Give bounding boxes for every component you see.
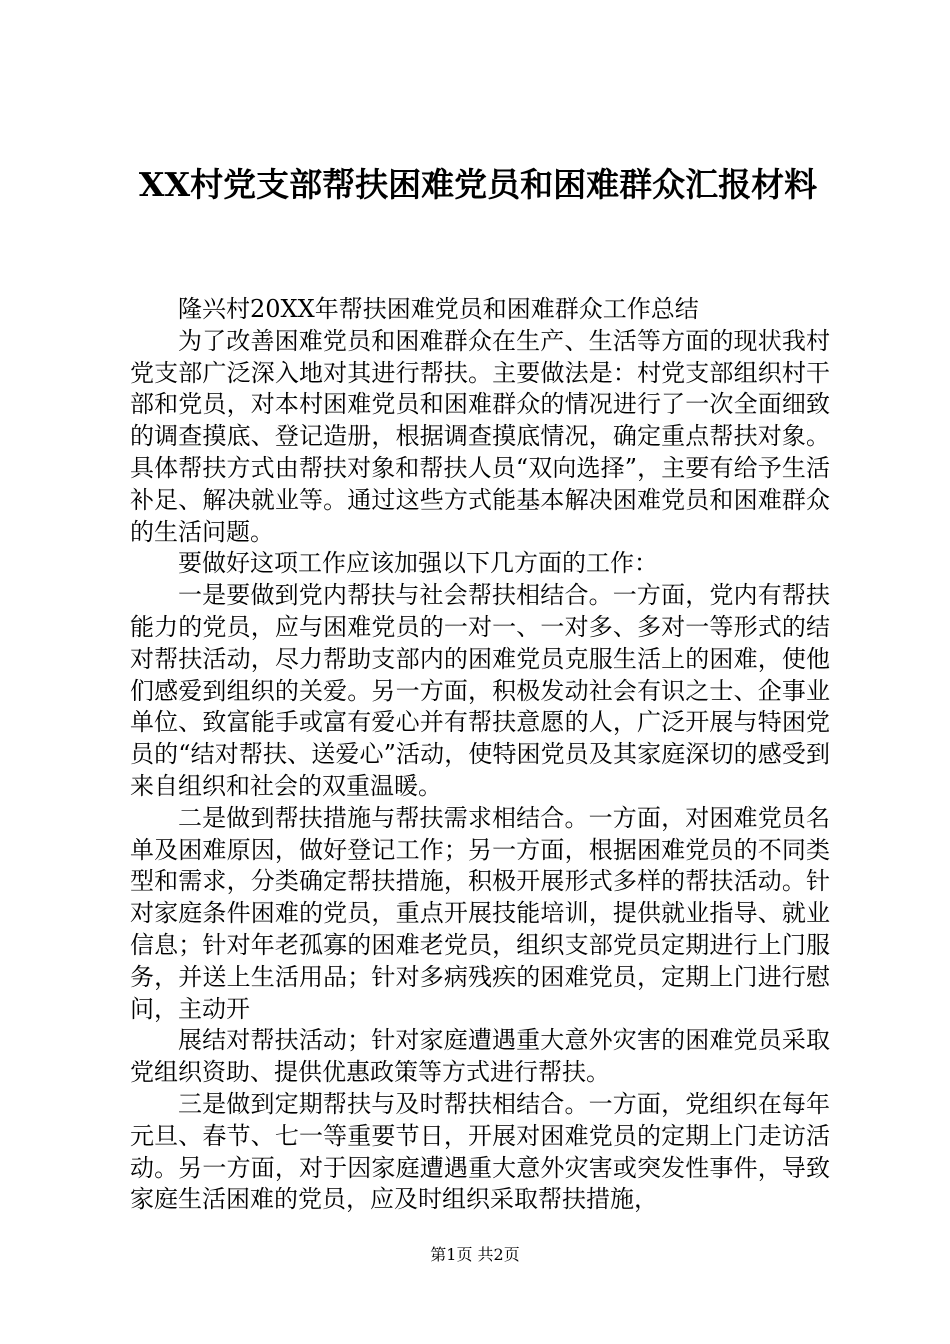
paragraph: 展结对帮扶活动；针对家庭遭遇重大意外灾害的困难党员采取党组织资助、提供优惠政策等方式进行帮扶。	[130, 1026, 830, 1087]
paragraph: 隆兴村20XX年帮扶困难党员和困难群众工作总结	[178, 295, 699, 323]
document-body	[130, 294, 830, 1216]
paragraph: 要做好这项工作应该加强以下几方面的工作：	[178, 549, 658, 578]
paragraph: 二是做到帮扶措施与帮扶需求相结合。一方面，对困难党员名单及困难原因，做好登记工作；另一方面，根据困难党员的不同类型和需求，分类确定帮扶措施，积极开展形式多样的帮扶活动。针对家庭条件困难的党员，重点开展技能培训，提供就业指导、就业信息；针对年老孤寡的困难老党员，组织支部党员定期进行上门服务，并送上生活用品；针对多病残疾的困难党员，定期上门进行慰问，主动开	[130, 803, 830, 1023]
document-title: XX村党支部帮扶困难党员和困难群众汇报材料	[138, 165, 818, 204]
paragraph: 三是做到定期帮扶与及时帮扶相结合。一方面，党组织在每年元旦、春节、七一等重要节日，开展对困难党员的定期上门走访活动。另一方面，对于因家庭遭遇重大意外灾害或突发性事件，导致家庭生活困难的党员，应及时组织采取帮扶措施，	[130, 1089, 830, 1214]
paragraph: 为了改善困难党员和困难群众在生产、生活等方面的现状我村党支部广泛深入地对其进行帮扶。主要做法是：村党支部组织村干部和党员，对本村困难党员和困难群众的情况进行了一次全面细致的调查摸底、登记造册，根据调查摸底情况，确定重点帮扶对象。具体帮扶方式由帮扶对象和帮扶人员“双向选择”，主要有给予生活补足、解决就业等。通过这些方式能基本解决困难党员和困难群众的生活问题。	[130, 326, 830, 546]
paragraph: 一是要做到党内帮扶与社会帮扶相结合。一方面，党内有帮扶能力的党员，应与困难党员的一对一、一对多、多对一等形式的结对帮扶活动，尽力帮助支部内的困难党员克服生活上的困难，使他们感爱到组织的关爱。另一方面，积极发动社会有识之士、企事业单位、致富能手或富有爱心并有帮扶意愿的人，广泛开展与特困党员的“结对帮扶、送爱心”活动，使特困党员及其家庭深切的感受到来自组织和社会的双重温暖。	[130, 581, 830, 800]
page-footer: 第1页 共2页	[430, 1245, 520, 1264]
